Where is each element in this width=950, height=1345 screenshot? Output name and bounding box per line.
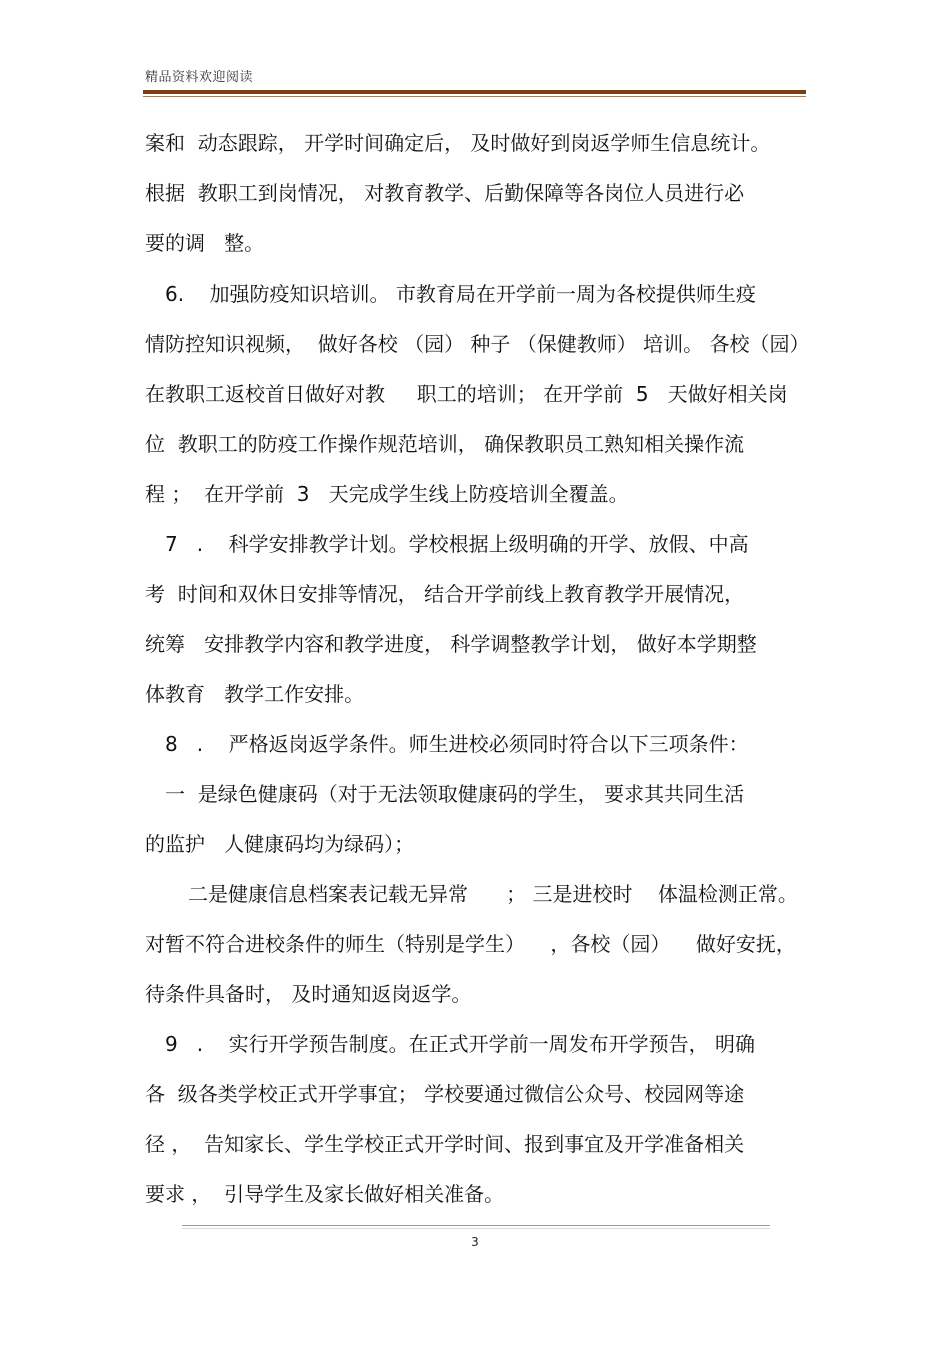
- text-line: 的监护 人健康码均为绿码）；: [145, 832, 415, 856]
- text-line: 要求 ， 引导学生及家长做好相关准备。: [145, 1182, 505, 1206]
- text-line: 要的调 整。: [145, 231, 265, 255]
- text-line: 案和 动态跟踪， 开学时间确定后， 及时做好到岗返学师生信息统计。: [145, 131, 771, 155]
- footer-divider: [182, 1225, 770, 1226]
- page-header: 精品资料欢迎阅读: [145, 70, 254, 85]
- text-line: 二是健康信息档案表记载无异常 ； 三是进校时 体温检测正常。: [188, 882, 798, 906]
- text-line: 位 教职工的防疫工作操作规范培训， 确保教职员工熟知相关操作流: [145, 432, 745, 456]
- text-line: 7 . 科学安排教学计划。学校根据上级明确的开学、放假、中高: [165, 532, 749, 556]
- page-number: 3: [471, 1235, 479, 1249]
- text-line: 情防控知识视频， 做好各校 （园） 种子 （保健教师） 培训。 各校（园）: [145, 332, 810, 356]
- text-line: 考 时间和双休日安排等情况， 结合开学前线上教育教学开展情况，: [145, 582, 745, 606]
- text-line: 待条件具备时， 及时通知返岗返学。: [145, 982, 472, 1006]
- text-line: 6. 加强防疫知识培训。 市教育局在开学前一周为各校提供师生疫: [165, 282, 756, 306]
- text-line: 一 是绿色健康码（对于无法领取健康码的学生， 要求其共同生活: [165, 782, 745, 806]
- text-line: 径 ， 告知家长、学生学校正式开学时间、报到事宜及开学准备相关: [145, 1132, 745, 1156]
- text-line: 9 . 实行开学预告制度。在正式开学前一周发布开学预告， 明确: [165, 1032, 755, 1056]
- text-line: 对暂不符合进校条件的师生（特别是学生） ，各校（园） 做好安抚，: [145, 932, 796, 956]
- text-line: 各 级各类学校正式开学事宜； 学校要通过微信公众号、校园网等途: [145, 1082, 745, 1106]
- text-line: 程 ； 在开学前 3 天完成学生线上防疫培训全覆盖。: [145, 482, 629, 506]
- text-line: 统筹 安排教学内容和教学进度， 科学调整教学计划， 做好本学期整: [145, 632, 757, 656]
- text-line: 8 . 严格返岗返学条件。师生进校必须同时符合以下三项条件：: [165, 732, 749, 756]
- text-line: 根据 教职工到岗情况， 对教育教学、后勤保障等各岗位人员进行必: [145, 181, 745, 205]
- text-line: 在教职工返校首日做好对教 职工的培训； 在开学前 5 天做好相关岗: [145, 382, 788, 406]
- footer-divider-light: [182, 1228, 770, 1229]
- text-line: 体教育 教学工作安排。: [145, 682, 365, 706]
